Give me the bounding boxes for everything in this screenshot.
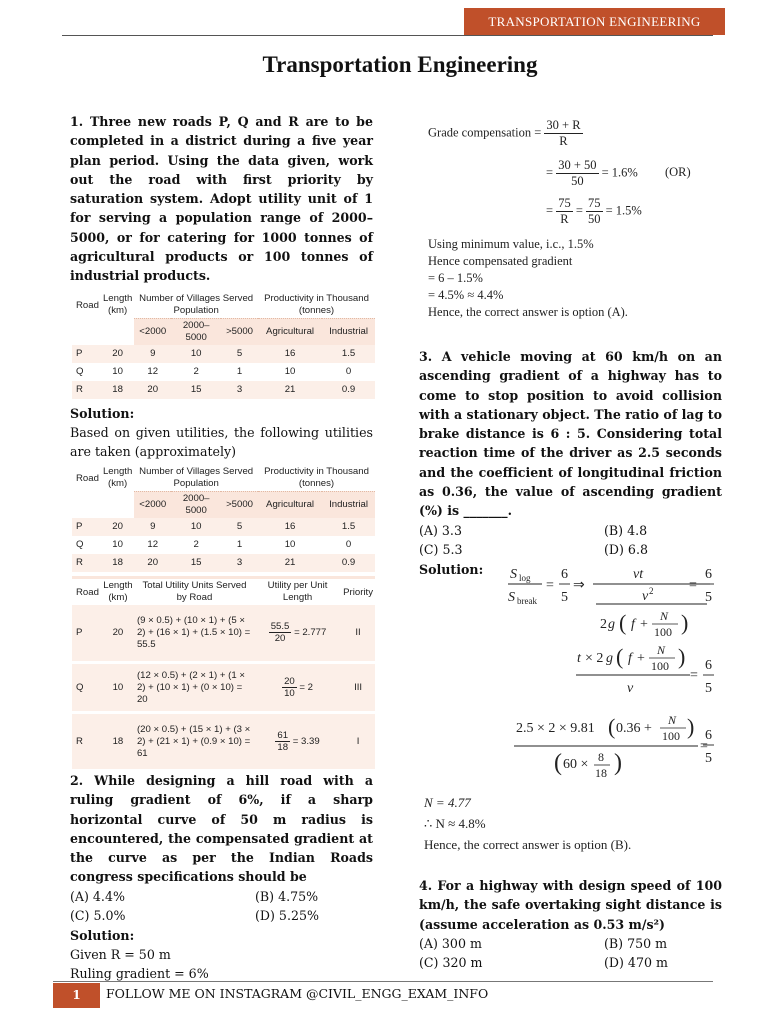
- footer-text: FOLLOW ME ON INSTAGRAM @CIVIL_ENGG_EXAM_INFO: [106, 986, 489, 1001]
- option-d: (D) 5.25%: [255, 908, 319, 924]
- svg-text:6: 6: [705, 728, 712, 743]
- cell: 18: [101, 554, 134, 572]
- th-sub: <2000: [134, 318, 171, 345]
- cell-priority: III: [341, 663, 375, 713]
- th-utility-per-length: Utility per Unit Length: [254, 577, 341, 605]
- option-b: (B) 750 m: [604, 935, 668, 951]
- cell: 0.9: [322, 381, 375, 399]
- svg-text:=: =: [689, 578, 697, 593]
- svg-text:2: 2: [600, 617, 607, 632]
- th-sub: >5000: [221, 491, 258, 518]
- option-c: (C) 5.3: [419, 542, 463, 558]
- utility-table: [72, 576, 375, 773]
- cell-units: (9 × 0.5) + (10 × 1) + (5 × 2) + (16 × 1) + (1.5 × 10) = 55.5: [135, 605, 254, 663]
- cell: 0.9: [322, 554, 375, 572]
- cell: 10: [258, 536, 322, 554]
- fraction-num: 75: [588, 196, 601, 210]
- n-value: N = 4.77: [424, 795, 471, 810]
- fraction-num: 75: [558, 196, 571, 210]
- ratio-num: 20: [284, 676, 295, 688]
- fraction-num: 30 + 50: [558, 158, 597, 172]
- solution-text: Based on given utilities, the following utilities are taken (approximately): [70, 424, 373, 459]
- th-road: Road: [72, 292, 101, 345]
- option-d: (D) 6.8: [604, 542, 648, 558]
- cell: 12: [134, 363, 171, 381]
- page-title: Transportation Engineering: [262, 52, 538, 77]
- svg-text:⇒: ⇒: [573, 578, 585, 593]
- gc-line: Using minimum value, i.c., 1.5%: [428, 237, 594, 251]
- question-2-options: [70, 887, 373, 926]
- cell: 18: [101, 713, 135, 771]
- option-d: (D) 470 m: [604, 955, 668, 971]
- cell: 20: [101, 518, 134, 536]
- th-sub: Industrial: [322, 318, 375, 345]
- svg-text:6: 6: [705, 658, 712, 673]
- th-length: Length (km): [101, 465, 134, 492]
- svg-text:g: g: [606, 651, 613, 666]
- cell-units: (12 × 0.5) + (2 × 1) + (1 × 2) + (10 × 1) + (0 × 10) = 20: [135, 663, 254, 713]
- svg-text:2.5 × 2 × 9.81: 2.5 × 2 × 9.81: [516, 721, 595, 736]
- option-b: (B) 4.8: [604, 522, 648, 538]
- option-a: (A) 3.3: [419, 522, 462, 538]
- page-number: 1: [53, 983, 100, 1008]
- gc-label: Grade compensation =: [428, 125, 542, 140]
- option-c: (C) 5.0%: [70, 908, 126, 924]
- cell-ratio: [254, 663, 341, 713]
- fraction-den: 50: [588, 212, 601, 226]
- solution-label: Solution:: [419, 561, 484, 577]
- option-b: (B) 4.75%: [255, 888, 319, 904]
- cell: 2: [171, 363, 221, 381]
- option-a: (A) 300 m: [419, 935, 482, 951]
- question-2-block: [70, 771, 373, 983]
- question-2: 2. While designing a hill road with a ruling gradient of 6%, if a sharp horizontal curve of 50 m radius is encountered, the compensated gradient at the curve as per the Indian Roads congress specifications should be: [70, 773, 373, 885]
- question-2-solution: [428, 118, 728, 321]
- svg-text:): ): [687, 714, 695, 739]
- question-4-options: [419, 934, 722, 973]
- svg-text:(: (: [619, 610, 627, 635]
- question-3-options: [419, 521, 722, 560]
- svg-text:S: S: [510, 567, 517, 582]
- result: = 1.6%: [601, 165, 638, 180]
- cell: 12: [134, 536, 171, 554]
- cell: 20: [134, 554, 171, 572]
- svg-text:6: 6: [561, 567, 568, 582]
- ratio-num: 61: [277, 730, 289, 742]
- svg-text:5: 5: [705, 590, 712, 605]
- question-1: 1. Three new roads P, Q and R are to be completed in a district during a five year plan period. Using the data given, work out the road with first priority by saturation system. Adopt utility unit of 1 for serving a population range of 2000–5000, or for catering for 1000 tonnes of agricultural products or 100 tonnes of industrial products.: [70, 114, 373, 284]
- cell: P: [72, 605, 101, 663]
- th-sub: Agricultural: [258, 491, 322, 518]
- svg-text:log: log: [519, 573, 531, 583]
- th-sub: <2000: [134, 491, 171, 518]
- cell: R: [72, 381, 101, 399]
- svg-text:f: f: [631, 617, 635, 632]
- svg-text:t: t: [577, 651, 581, 666]
- th-villages: Number of Villages Served Population: [134, 465, 258, 492]
- q3-conclusion: Hence, the correct answer is option (B).: [424, 837, 632, 852]
- grade-compensation-line-3: = $\frac{75}{R}$ = $\frac{75}{50}$ = 1.5%: [546, 196, 642, 226]
- footer-rule: [53, 981, 713, 982]
- th-units: Total Utility Units Served by Road: [135, 577, 254, 605]
- cell: 2: [171, 536, 221, 554]
- cell: 16: [258, 345, 322, 363]
- svg-text:100: 100: [654, 625, 672, 639]
- question-3-result: [424, 792, 724, 855]
- solution-label: Solution:: [70, 927, 135, 943]
- svg-text:N: N: [657, 643, 666, 657]
- cell: 10: [101, 536, 134, 554]
- svg-text:5: 5: [561, 590, 568, 605]
- svg-text:(: (: [608, 714, 616, 739]
- svg-text:f: f: [628, 651, 632, 666]
- cell: 0: [322, 536, 375, 554]
- cell: Q: [72, 663, 101, 713]
- cell: 1: [221, 536, 258, 554]
- cell: 3: [221, 381, 258, 399]
- svg-text:v: v: [627, 681, 634, 696]
- svg-text:5: 5: [705, 681, 712, 696]
- th-road: Road: [72, 465, 101, 518]
- th-length: Length (km): [101, 577, 135, 605]
- ratio-num: 55.5: [270, 621, 290, 633]
- grade-compensation-line-1: [428, 118, 728, 158]
- svg-text:+: +: [640, 617, 648, 632]
- svg-text:100: 100: [662, 729, 680, 743]
- cell: 1.5: [322, 518, 375, 536]
- question-3: 3. A vehicle moving at 60 km/h on an ascending gradient of a highway has to come to stop position to avoid collision with a stationary object. The ratio of lag to brake distance is 6 : 5. Considering total reaction time of the driver as 2.5 seconds and the coefficient of longitudinal friction as 0.36, the value of ascending gradient (%) is _______.: [419, 349, 722, 519]
- cell: 5: [221, 345, 258, 363]
- grade-compensation-line-2: = $\frac{30 + 50}{50}$ = 1.6% (OR): [546, 158, 691, 188]
- ratio-den: 10: [284, 688, 295, 700]
- th-productivity: Productivity in Thousand (tonnes): [258, 465, 375, 492]
- solution-label: Solution:: [70, 405, 135, 421]
- cell: 1: [221, 363, 258, 381]
- cell: 10: [171, 345, 221, 363]
- cell: 0: [322, 363, 375, 381]
- cell: 10: [101, 663, 135, 713]
- svg-text:60 ×: 60 ×: [563, 757, 589, 772]
- option-a: (A) 4.4%: [70, 888, 125, 904]
- svg-text:v: v: [642, 589, 649, 604]
- svg-text:0.36 +: 0.36 +: [616, 721, 652, 736]
- header-rule: [62, 35, 713, 36]
- cell: P: [72, 518, 101, 536]
- th-sub: Industrial: [322, 491, 375, 518]
- svg-text:18: 18: [595, 766, 607, 780]
- header-label: TRANSPORTATION ENGINEERING: [464, 8, 725, 35]
- gc-line: Hence, the correct answer is option (A).: [428, 305, 628, 319]
- q3-equations: [420, 560, 720, 790]
- fraction-den: R: [559, 134, 568, 148]
- th-sub: >5000: [221, 318, 258, 345]
- svg-text:N: N: [668, 713, 677, 727]
- cell: P: [72, 345, 101, 363]
- svg-text:=: =: [546, 578, 554, 593]
- cell: 1.5: [322, 345, 375, 363]
- svg-text:vt: vt: [633, 567, 644, 582]
- left-column: [70, 112, 373, 772]
- th-villages: Number of Villages Served Population: [134, 292, 258, 319]
- fraction-den: R: [560, 212, 569, 226]
- svg-text:+: +: [637, 651, 645, 666]
- svg-text:break: break: [517, 596, 537, 606]
- th-priority: Priority: [341, 577, 375, 605]
- cell: R: [72, 713, 101, 771]
- svg-text:S: S: [508, 590, 515, 605]
- question-1-table-repeat: [72, 465, 375, 572]
- question-1-table: [72, 292, 375, 399]
- svg-text:): ): [678, 644, 686, 669]
- cell: 10: [171, 518, 221, 536]
- cell-units: (20 × 0.5) + (15 × 1) + (3 × 2) + (21 × 1) + (0.9 × 10) = 61: [135, 713, 254, 771]
- cell: 15: [171, 381, 221, 399]
- svg-text:6: 6: [705, 567, 712, 582]
- ratio-result: = 2.777: [294, 627, 327, 639]
- cell: 15: [171, 554, 221, 572]
- gc-line: = 6 – 1.5%: [428, 271, 483, 285]
- ratio-den: 18: [277, 742, 289, 754]
- cell: 3: [221, 554, 258, 572]
- th-productivity: Productivity in Thousand (tonnes): [258, 292, 375, 319]
- th-sub: Agricultural: [258, 318, 322, 345]
- cell: 21: [258, 381, 322, 399]
- cell: 16: [258, 518, 322, 536]
- th-road: Road: [72, 577, 101, 605]
- n-approx: ∴ N ≈ 4.8%: [424, 816, 486, 831]
- cell: 20: [101, 345, 134, 363]
- ratio-result: = 2: [299, 682, 314, 694]
- svg-text:=: =: [700, 739, 708, 754]
- svg-text:100: 100: [651, 659, 669, 673]
- question-4: 4. For a highway with design speed of 100 km/h, the safe overtaking sight distance is (assume acceleration as 0.53 m/s²): [419, 878, 722, 932]
- ratio-den: 20: [274, 633, 286, 645]
- svg-text:5: 5: [705, 751, 712, 766]
- cell-priority: I: [341, 713, 375, 771]
- gc-line: = 4.5% ≈ 4.4%: [428, 288, 504, 302]
- svg-text:8: 8: [598, 750, 604, 764]
- cell: 21: [258, 554, 322, 572]
- question-3-block: [419, 347, 722, 579]
- svg-text:N: N: [660, 609, 669, 623]
- or-label: (OR): [664, 165, 691, 180]
- ruling-gradient: Ruling gradient = 6%: [70, 965, 209, 981]
- cell: Q: [72, 363, 101, 381]
- fraction-den: 50: [571, 174, 584, 188]
- svg-text:(: (: [616, 644, 624, 669]
- cell: 9: [134, 345, 171, 363]
- given-radius: Given R = 50 m: [70, 946, 171, 962]
- cell: 5: [221, 518, 258, 536]
- svg-text:2: 2: [649, 586, 654, 596]
- cell-ratio: [254, 713, 341, 771]
- cell: 10: [258, 363, 322, 381]
- cell-priority: II: [341, 605, 375, 663]
- svg-text:): ): [614, 750, 622, 776]
- svg-text:=: =: [690, 668, 698, 683]
- cell: 20: [134, 381, 171, 399]
- svg-text:× 2: × 2: [585, 651, 604, 666]
- cell: Q: [72, 536, 101, 554]
- svg-text:): ): [681, 610, 689, 635]
- cell: 18: [101, 381, 134, 399]
- cell: 20: [101, 605, 135, 663]
- svg-text:(: (: [554, 750, 562, 776]
- cell: 9: [134, 518, 171, 536]
- result: = 1.5%: [605, 203, 642, 218]
- th-sub: 2000–5000: [171, 318, 221, 345]
- svg-text:g: g: [608, 617, 615, 632]
- th-sub: 2000–5000: [171, 491, 221, 518]
- th-length: Length (km): [101, 292, 134, 319]
- cell: 10: [101, 363, 134, 381]
- cell-ratio: [254, 605, 341, 663]
- option-c: (C) 320 m: [419, 955, 483, 971]
- cell: R: [72, 554, 101, 572]
- gc-line: Hence compensated gradient: [428, 254, 573, 268]
- question-4-block: [419, 876, 722, 973]
- fraction-num: 30 + R: [546, 118, 581, 132]
- ratio-result: = 3.39: [292, 736, 320, 748]
